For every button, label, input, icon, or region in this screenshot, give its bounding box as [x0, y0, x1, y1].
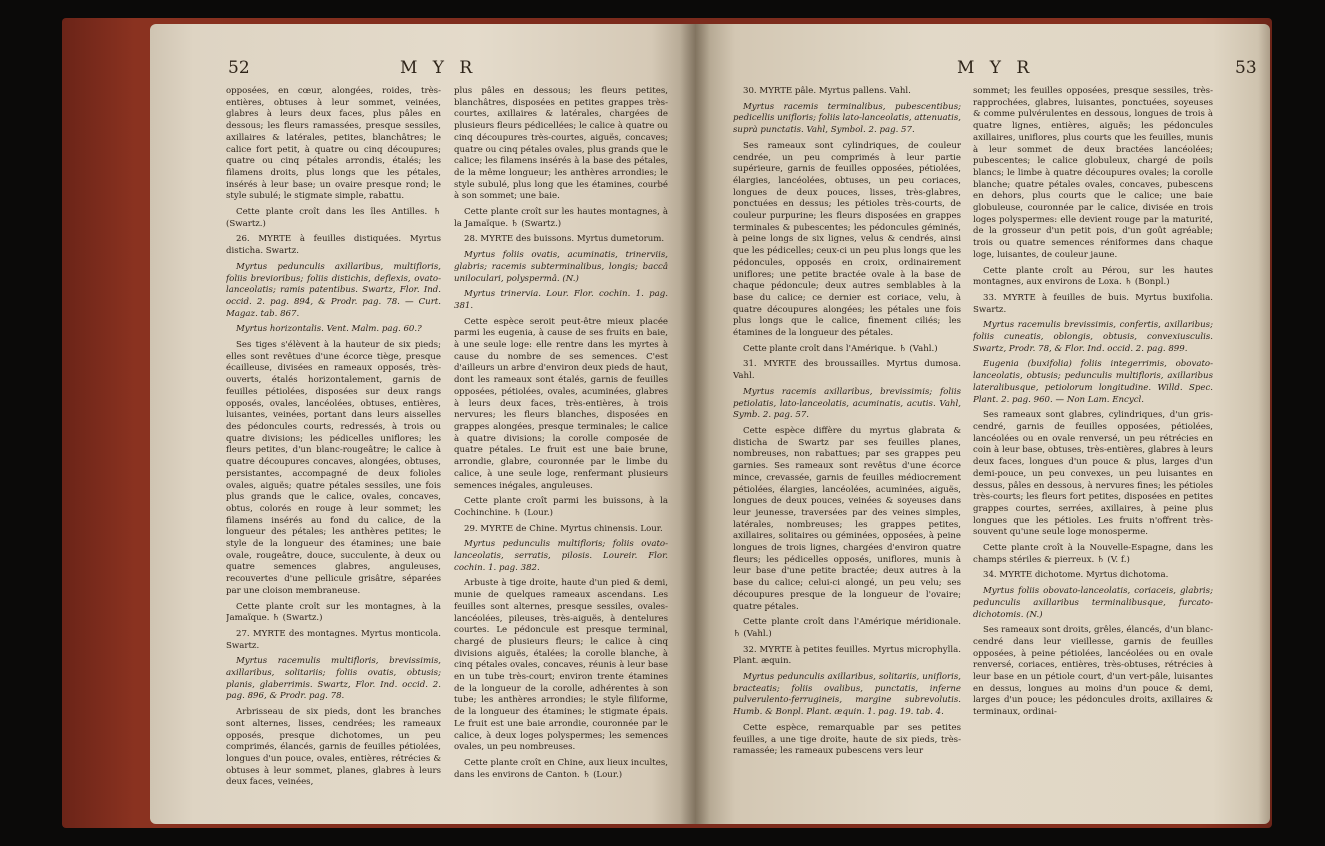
paragraph: plus pâles en dessous; les fleurs petites, blanchâtres, disposées en petites grappes très-courtes, axillaires & latérales, chargées de plusieurs fleurs pédicellées; le calice à quatre ou cinq découpures très-courtes, aiguës, concaves; quatre ou cinq pétales ovales, plus grands que le calice; les filamens insérés à la base des pétales, de la même longueur; les anthères arrondies; le style subulé, plus long que les étamines, courbé à son sommet; une baie.	[454, 86, 668, 202]
paragraph: Myrtus foliis ovatis, acuminatis, trinerviis, glabris; racemis subterminalibus, longis; baccâ uniloculari, polyspermâ. (N.)	[454, 250, 668, 284]
paragraph: Myrtus pedunculis axillaribus, solitariis, unifloris, bracteatis; foliis ovalibus, punctatis, inferne pulverulento-ferrugineis, margine subrevolutis. Humb. & Bonpl. Plant. æquin. 1. pag. 19. tab. 4.	[733, 672, 961, 718]
running-head-right: M Y R	[957, 58, 1035, 78]
page-number-left: 52	[228, 58, 250, 78]
paragraph: opposées, en cœur, alongées, roides, très-entières, obtuses à leur sommet, veinées, glabres à leurs deux faces, plus pâles en dessous; les fleurs ramassées, presque sessiles, axillaires & latérales, petites, blanchâtres; le calice fort petit, à quatre ou cinq découpures; quatre ou cinq pétales arrondis, étalés; les filamens droits, plus longs que les pétales, insérés à leur base; un ovaire presque rond; le style subulé; le stigmate simple, rabattu.	[226, 86, 441, 202]
paragraph: Myrtus pedunculis multifloris; foliis ovato-lanceolatis, serratis, pilosis. Loureir. Flor. cochin. 1. pag. 382.	[454, 539, 668, 573]
paragraph: Cette espèce diffère du myrtus glabrata & disticha de Swartz par ses feuilles planes, nombreuses, non rabattues; par ses grappes peu garnies. Ses rameaux sont revêtus d'une écorce mince, crevassée, garnis de feuilles médiocrement pétiolées, élargies, lancéolées, acuminées, aiguës, longues de deux pouces, veinées & soyeuses dans leur jeunesse, traversées par des veines simples, latérales, nombreuses; les grappes petites, axillaires, solitaires ou géminées, opposées, à peine longues de trois lignes, chargées d'environ quatre fleurs; les pédicelles opposés, uniflores, munis à leur base d'une petite bractée; deux autres à la base du calice; celui-ci alongé, un peu velu; ses découpures presque de la longueur de l'ovaire; quatre pétales.	[733, 425, 961, 612]
right-page-column-2	[973, 86, 1213, 806]
paragraph: Cette plante croît sur les hautes montagnes, à la Jamaïque. ♄ (Swartz.)	[454, 207, 668, 229]
right-page-column-1	[733, 86, 961, 806]
paragraph: 34. MYRTE dichotome. Myrtus dichotoma.	[983, 570, 1169, 581]
paragraph: Arbuste à tige droite, haute d'un pied & demi, munie de quelques rameaux ascendans. Les feuilles sont alternes, presque sessiles, ovales-lancéolées, pileuses, très-aiguës, à dentelures courtes. Le pédoncule est presque terminal, chargé de plusieurs fleurs; le calice à cinq divisions aiguës, étalées; la corolle blanche, à cinq pétales ovales, concaves, réunis à leur base en un tube très-court; environ trente étamines de la longueur de la corolle, adhérentes à son tube; les anthères arrondies; le style filiforme, de la longueur des étamines; le stigmate épais. Le fruit est une baie arrondie, couronnée par le calice, à deux loges polyspermes; les semences ovales, un peu nombreuses.	[454, 578, 668, 753]
paragraph: 26. MYRTE à feuilles distiquées. Myrtus disticha. Swartz.	[226, 234, 441, 257]
paragraph: Myrtus racemis axillaribus, brevissimis; foliis petiolatis, lato-lanceolatis, acuminatis, acutis. Vahl, Symb. 2. pag. 57.	[733, 386, 961, 421]
open-book	[150, 24, 1270, 824]
paragraph: Cette plante croît au Pérou, sur les hautes montagnes, aux environs de Loxa. ♄ (Bonpl.)	[973, 265, 1213, 288]
left-page-column-2	[454, 86, 668, 806]
paragraph: Eugenia (buxifolia) foliis integerrimis, obovato-lanceolatis, obtusis; pedunculis multifloris, axillaribus lateralibusque, petiolorum longitudine. Willd. Spec. Plant. 2. pag. 960. — Non Lam. Encycl.	[973, 359, 1213, 405]
paragraph: 29. MYRTE de Chine. Myrtus chinensis. Lour.	[464, 523, 663, 534]
paragraph: 27. MYRTE des montagnes. Myrtus monticola. Swartz.	[226, 628, 441, 651]
paragraph: Cette espèce, remarquable par ses petites feuilles, a une tige droite, haute de six pieds, très-ramassée; les rameaux pubescens vers leur	[733, 722, 961, 757]
paragraph: Myrtus foliis obovato-lanceolatis, coriaceis, glabris; pedunculis axillaribus terminalibusque, furcato-dichotomis. (N.)	[973, 586, 1213, 620]
paragraph: 32. MYRTE à petites feuilles. Myrtus microphylla. Plant. æquin.	[733, 644, 961, 667]
page-number-right: 53	[1235, 58, 1257, 78]
paragraph: Myrtus racemulis multifloris, brevissimis, axillaribus, solitariis; foliis ovatis, obtusis; planis, glaberrimis. Swartz, Flor. Ind. occid. 2. pag. 896, & Prodr. pag. 78.	[226, 656, 441, 702]
paragraph: Cette plante croît parmi les buissons, à la Cochinchine. ♄ (Lour.)	[454, 496, 668, 518]
paragraph: Arbrisseau de six pieds, dont les branches sont alternes, lisses, cendrées; les rameaux opposés, presque dichotomes, un peu comprimés, élancés, garnis de feuilles pétiolées, longues d'un pouce, ovales, entières, rétrécies & obtuses à leur sommet, planes, glabres à leurs deux faces, veinées,	[226, 707, 441, 788]
paragraph: 33. MYRTE à feuilles de buis. Myrtus buxifolia. Swartz.	[973, 292, 1213, 315]
paragraph: Cette plante croît dans l'Amérique méridionale. ♄ (Vahl.)	[733, 617, 961, 639]
paragraph: Ses tiges s'élèvent à la hauteur de six pieds; elles sont revêtues d'une écorce tiège, presque écailleuse, divisées en rameaux opposés, très-ouverts, étalés horizontalement, garnis de feuilles pétiolées, disposées sur deux rangs opposés, ovales, lancéolées, obtuses, entières, luisantes, veinées, portant dans leurs aisselles des pédoncules courts, redressés, à trois ou quatre divisions; les pédicelles uniflores; les fleurs petites, d'un blanc-rougeâtre; le calice à quatre découpures concaves, alongées, obtuses, persistantes, accompagné de deux folioles ovales, aiguës; quatre pétales sessiles, une fois plus grands que le calice, ovales, concaves, obtus, colorés en rouge à leur sommet; les filamens insérés au fond du calice, de la longueur des pétales; les anthères petites; le style de la longueur des étamines; une baie ovale, rougeâtre, douce, succulente, à deux ou quatre semences glabres, anguleuses, recouvertes d'une pellicule grisâtre, séparées par une cloison membraneuse.	[226, 340, 441, 596]
paragraph: Cette plante croît sur les montagnes, à la Jamaïque. ♄ (Swartz.)	[226, 601, 441, 624]
paragraph: 28. MYRTE des buissons. Myrtus dumetorum.	[464, 234, 665, 245]
paragraph: Ses rameaux sont droits, grêles, élancés, d'un blanc-cendré dans leur vieillesse, garnis de feuilles opposées, à peine pétiolées, lancéolées ou en ovale renversé, coriaces, entières, très-obtuses, rétrécies à leur base en un pétiole court, d'un vert-pâle, luisantes en dessus, longues au moins d'un pouce & demi, larges d'un pouce; les pédoncules droits, axillaires & terminaux, ordinai-	[973, 625, 1213, 718]
paragraph: Cette plante croît à la Nouvelle-Espagne, dans les champs stériles & pierreux. ♄ (V. f.)	[973, 543, 1213, 565]
paragraph: Myrtus racemis terminalibus, pubescentibus; pedicellis unifloris; foliis lato-lanceolatis, attenuatis, suprà punctatis. Vahl, Symbol. 2. pag. 57.	[733, 101, 961, 136]
paragraph: Myrtus trinervia. Lour. Flor. cochin. 1. pag. 381.	[454, 289, 668, 311]
paragraph: 31. MYRTE des broussailles. Myrtus dumosa. Vahl.	[733, 359, 961, 382]
paragraph: Cette plante croît dans l'Amérique. ♄ (Vahl.)	[743, 343, 938, 354]
page-edge-shadow	[1258, 24, 1270, 824]
left-page	[150, 24, 695, 824]
paragraph: Myrtus horizontalis. Vent. Malm. pag. 60.?	[236, 324, 422, 335]
paragraph: Myrtus racemulis brevissimis, confertis, axillaribus; foliis cuneatis, oblongis, obtusis, convexiusculis. Swartz, Prodr. 78, & Flor. Ind. occid. 2. pag. 899.	[973, 320, 1213, 354]
right-page	[695, 24, 1270, 824]
paragraph: Cette plante croît dans les îles Antilles. ♄ (Swartz.)	[226, 207, 441, 229]
paragraph: Cette plante croît en Chine, aux lieux incultes, dans les environs de Canton. ♄ (Lour.)	[454, 757, 668, 780]
paragraph: 30. MYRTE pâle. Myrtus pallens. Vahl.	[743, 86, 911, 96]
paragraph: Cette espèce seroit peut-être mieux placée parmi les eugenia, à cause de ses fruits en baie, à une seule loge: elle rentre dans les myrtes à cause du nombre de ses semences. C'est d'ailleurs un arbre d'environ deux pieds de haut, dont les rameaux sont étalés, garnis de feuilles opposées, pétiolées, ovales, acuminées, glabres à leurs deux faces, très-entières, à trois nervures; les fleurs blanches, disposées en grappes alongées, presque terminales; le calice à quatre divisions; la corolle composée de quatre pétales. Le fruit est une baie brune, arrondie, glabre, couronnée par le limbe du calice, à une seule loge, renfermant plusieurs semences inégales, anguleuses.	[454, 316, 668, 491]
paragraph: Ses rameaux sont glabres, cylindriques, d'un gris-cendré, garnis de feuilles opposées, pétiolées, lancéolées ou en ovale renversé, un peu rétrécies en coin à leur base, obtuses, très-entières, glabres à leurs deux faces, longues d'un pouce & plus, larges d'un demi-pouce, un peu convexes, un peu luisantes en dessus, pâles en dessous, à nervures fines; les pétioles très-courts; les fleurs fort petites, disposées en petites grappes courtes, serrées, axillaires, à peine plus longues que les pétioles. Les fruits n'offrent très-souvent qu'une seule loge monosperme.	[973, 410, 1213, 538]
left-page-column-1	[226, 86, 441, 806]
paragraph: Ses rameaux sont cylindriques, de couleur cendrée, un peu comprimés à leur partie supérieure, garnis de feuilles opposées, pétiolées, élargies, lancéolées, obtuses, un peu coriaces, longues de deux pouces, lisses, très-glabres, ponctuées en dessus; les pétioles très-courts, de couleur purpurine; les fleurs disposées en grappes terminales & pubescentes; les pédoncules géminés, à peine longs de six lignes, velus & cendrés, ainsi que les pédicelles; ceux-ci un peu plus longs que les pédoncules, opposés en croix, ordinairement uniflores; une petite bractée ovale à la base de chaque pédoncule; deux autres semblables à la base du calice; ce dernier est coriace, velu, à quatre découpures alongées; les pétales une fois plus longs que le calice, finement ciliés; les étamines de la longueur des pétales.	[733, 140, 961, 339]
paragraph: Myrtus pedunculis axillaribus, multifloris, foliis brevioribus; foliis distichis, deflexis, ovato-lanceolatis; ramis patentibus. Swartz, Flor. Ind. occid. 2. pag. 894, & Prodr. pag. 78. — Curt. Magaz. tab. 867.	[226, 261, 441, 319]
running-head-left: M Y R	[400, 58, 478, 78]
paragraph: sommet; les feuilles opposées, presque sessiles, très-rapprochées, glabres, luisantes, ponctuées, soyeuses & comme pulvérulentes en dessous, longues de trois à quatre lignes, entières, aiguës; les pédoncules axillaires, uniflores, plus courts que les feuilles, munis à leur sommet de deux bractées lancéolées; pubescentes; le calice globuleux, chargé de poils blancs; le limbe à quatre découpures ovales; la corolle blanche; quatre pétales ovales, concaves, pubescens en dehors, plus courts que le calice; une baie globuleuse, couronnée par le calice, divisée en trois loges polyspermes: elle devient rouge par la maturité, de la grosseur d'un petit pois, d'un goût agréable; trois ou quatre semences réniformes dans chaque loge, luisantes, de couleur jaune.	[973, 86, 1213, 260]
